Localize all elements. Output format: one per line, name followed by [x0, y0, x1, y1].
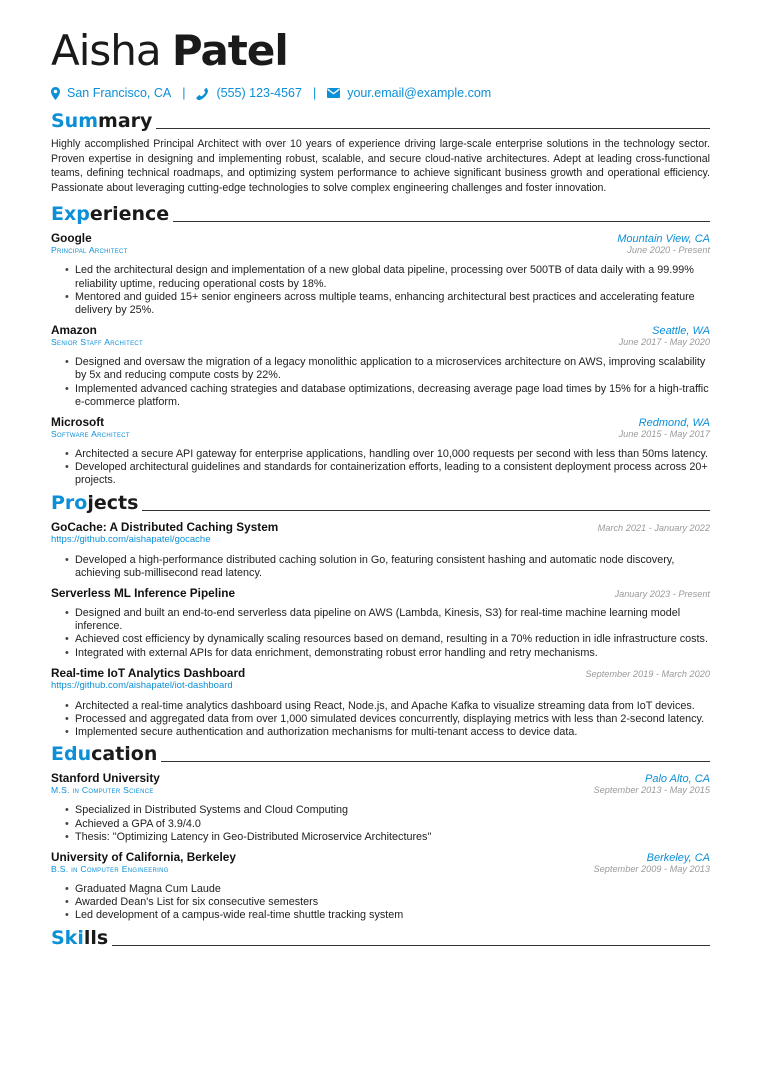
- project-title: Serverless ML Inference Pipeline: [51, 586, 236, 601]
- bullet-item: • Developed a high-performance distributed caching solution in Go, featuring consistent hashing and automatic node discovery, achieving sub-millisecond read latency.: [75, 554, 710, 580]
- bullet-item: • Integrated with external APIs for data enrichment, demonstrating robust error handling and retry mechanisms.: [75, 647, 710, 660]
- email-link[interactable]: your.email@example.com: [347, 86, 492, 100]
- entry-header: [51, 850, 710, 864]
- company-name: Amazon: [51, 323, 97, 338]
- bullet-item: • Achieved cost efficiency by dynamically scaling resources based on demand, resulting in a 70% reduction in idle infrastructure costs.: [75, 633, 710, 646]
- phone-text: (555) 123-4567: [216, 86, 302, 100]
- section-rule: [161, 761, 710, 762]
- project-title: Real-time IoT Analytics Dashboard: [51, 665, 246, 680]
- entry-dates: September 2009 - May 2013: [593, 864, 710, 875]
- section-rule: [173, 221, 710, 222]
- experience-entry: [51, 231, 710, 317]
- bullet-item: • Specialized in Distributed Systems and Cloud Computing: [75, 804, 710, 817]
- entry-subheader: [51, 864, 710, 874]
- projects-heading: [51, 492, 710, 514]
- entry-dates: January 2023 - Present: [614, 589, 710, 600]
- job-title: Software Architect: [51, 429, 130, 439]
- bullet-item: • Achieved a GPA of 3.9/4.0: [75, 818, 710, 831]
- education-heading: [51, 743, 710, 765]
- section-title: Experience: [51, 203, 170, 226]
- experience-list: [51, 231, 710, 487]
- bullet-list: [51, 448, 710, 488]
- candidate-name: [51, 28, 710, 74]
- bullet-list: [51, 804, 710, 844]
- entry-subheader: [51, 245, 710, 255]
- section-rule: [142, 510, 710, 511]
- experience-entry: [51, 323, 710, 409]
- entry-dates: September 2013 - May 2015: [593, 785, 710, 796]
- bullet-item: • Graduated Magna Cum Laude: [75, 883, 710, 896]
- bullet-item: • Architected a real-time analytics dashboard using React, Node.js, and Apache Kafka to visualize streaming data from IoT devices.: [75, 700, 710, 713]
- entry-location: Berkeley, CA: [646, 852, 710, 865]
- entry-dates: June 2015 - May 2017: [618, 429, 710, 439]
- entry-dates: September 2019 - March 2020: [585, 668, 710, 679]
- project-entry: [51, 666, 710, 740]
- bullet-item: • Developed architectural guidelines and standards for containerization efforts, leading to a consistent deployment process across 20+ projects.: [75, 461, 710, 487]
- bullet-item: • Implemented advanced caching strategies and database optimizations, decreasing average page load times by 15% for a high-traffic e-commerce platform.: [75, 383, 710, 409]
- bullet-item: • Designed and oversaw the migration of a legacy monolithic application to a microservices architecture on AWS, improving scalability by 5x and reducing compute costs by 22%.: [75, 356, 710, 382]
- entry-dates: June 2017 - May 2020: [618, 337, 710, 348]
- envelope-icon: [327, 88, 340, 98]
- job-title: Principal Architect: [51, 245, 128, 256]
- entry-location: Mountain View, CA: [617, 233, 710, 246]
- bullet-item: • Implemented secure authentication and authorization mechanisms for multi-tenant access to device data.: [75, 726, 710, 739]
- bullet-item: • Awarded Dean's List for six consecutive semesters: [75, 896, 710, 909]
- bullet-item: • Architected a secure API gateway for enterprise applications, handling over 10,000 requests per second with less than 50ms latency.: [75, 448, 710, 461]
- experience-entry: [51, 415, 710, 488]
- section-title: Skills: [51, 926, 109, 949]
- entry-dates: March 2021 - January 2022: [597, 522, 710, 533]
- school-name: University of California, Berkeley: [51, 850, 236, 865]
- entry-subheader: [51, 680, 710, 691]
- education-entry: [51, 850, 710, 923]
- entry-header: [51, 586, 710, 600]
- education-list: [51, 771, 710, 922]
- education-entry: [51, 771, 710, 844]
- bullet-list: [51, 264, 710, 317]
- map-marker-icon: [51, 87, 60, 100]
- project-entry: [51, 520, 710, 580]
- job-title: Senior Staff Architect: [51, 337, 143, 348]
- bullet-item: • Processed and aggregated data from over 1,000 simulated devices concurrently, displaying metrics with less than 2-second latency.: [75, 713, 710, 726]
- section-rule: [112, 945, 710, 946]
- bullet-item: • Designed and built an end-to-end serverless data pipeline on AWS (Lambda, Kinesis, S3) for real-time machine learning model inference.: [75, 607, 710, 633]
- entry-header: [51, 520, 710, 534]
- bullet-item: • Led development of a campus-wide real-time shuttle tracking system: [75, 909, 710, 922]
- degree-title: M.S. in Computer Science: [51, 785, 154, 796]
- project-link[interactable]: https://github.com/aishapatel/iot-dashboard: [51, 679, 233, 691]
- location-text: San Francisco, CA: [67, 86, 172, 100]
- project-entry: [51, 586, 710, 660]
- bullet-item: • Thesis: "Optimizing Latency in Geo-Distributed Microservice Architectures": [75, 831, 710, 844]
- entry-dates: June 2020 - Present: [627, 245, 710, 256]
- entry-location: Seattle, WA: [652, 325, 710, 338]
- summary-heading: [51, 110, 710, 132]
- school-name: Stanford University: [51, 771, 160, 786]
- degree-title: B.S. in Computer Engineering: [51, 864, 169, 875]
- projects-list: [51, 520, 710, 740]
- company-name: Google: [51, 231, 92, 246]
- last-name: Patel: [171, 26, 288, 75]
- section-title: Projects: [51, 491, 139, 514]
- entry-header: [51, 231, 710, 245]
- skills-heading: [51, 927, 710, 949]
- entry-header: [51, 415, 710, 429]
- summary-text: Highly accomplished Principal Architect with over 10 years of experience driving large-scale enterprise solutions in the technology sector. Proven expertise in designing and implementing robust, scalable, and secure cloud-native architectures. Adept at leading cross-functional teams, defining technical roadmaps, and optimizing system performance to achieve significant business growth and operational efficiency. Passionate about leveraging cutting-edge technologies to solve complex engineering challenges and foster innovation.: [51, 138, 710, 194]
- bullet-list: [51, 607, 710, 660]
- separator: |: [182, 86, 186, 100]
- entry-header: [51, 666, 710, 680]
- project-title: GoCache: A Distributed Caching System: [51, 519, 279, 534]
- entry-subheader: [51, 785, 710, 795]
- phone-icon: [196, 87, 209, 100]
- section-title: Education: [51, 743, 158, 766]
- section-title: Summary: [51, 110, 153, 132]
- separator: |: [312, 86, 317, 100]
- entry-subheader: [51, 429, 710, 439]
- section-rule: [156, 128, 710, 129]
- entry-location: Palo Alto, CA: [644, 773, 710, 786]
- contact-line: [51, 86, 710, 100]
- bullet-list: [51, 883, 710, 923]
- bullet-list: [51, 700, 710, 740]
- bullet-list: [51, 356, 710, 409]
- project-link[interactable]: https://github.com/aishapatel/gocache: [51, 533, 211, 545]
- company-name: Microsoft: [51, 415, 105, 429]
- bullet-item: • Led the architectural design and implementation of a new global data pipeline, processing over 500TB of data daily with a 99.99% reliability uptime, reducing operational costs by 18%.: [75, 264, 710, 290]
- entry-subheader: [51, 337, 710, 347]
- experience-heading: [51, 203, 710, 225]
- bullet-item: • Mentored and guided 15+ senior engineers across multiple teams, enhancing architectural best practices and accelerating feature delivery by 25%.: [75, 291, 710, 317]
- first-name: Aisha: [51, 26, 161, 75]
- entry-header: [51, 323, 710, 337]
- entry-subheader: [51, 534, 710, 545]
- entry-header: [51, 771, 710, 785]
- bullet-list: [51, 554, 710, 580]
- entry-location: Redmond, WA: [638, 417, 710, 429]
